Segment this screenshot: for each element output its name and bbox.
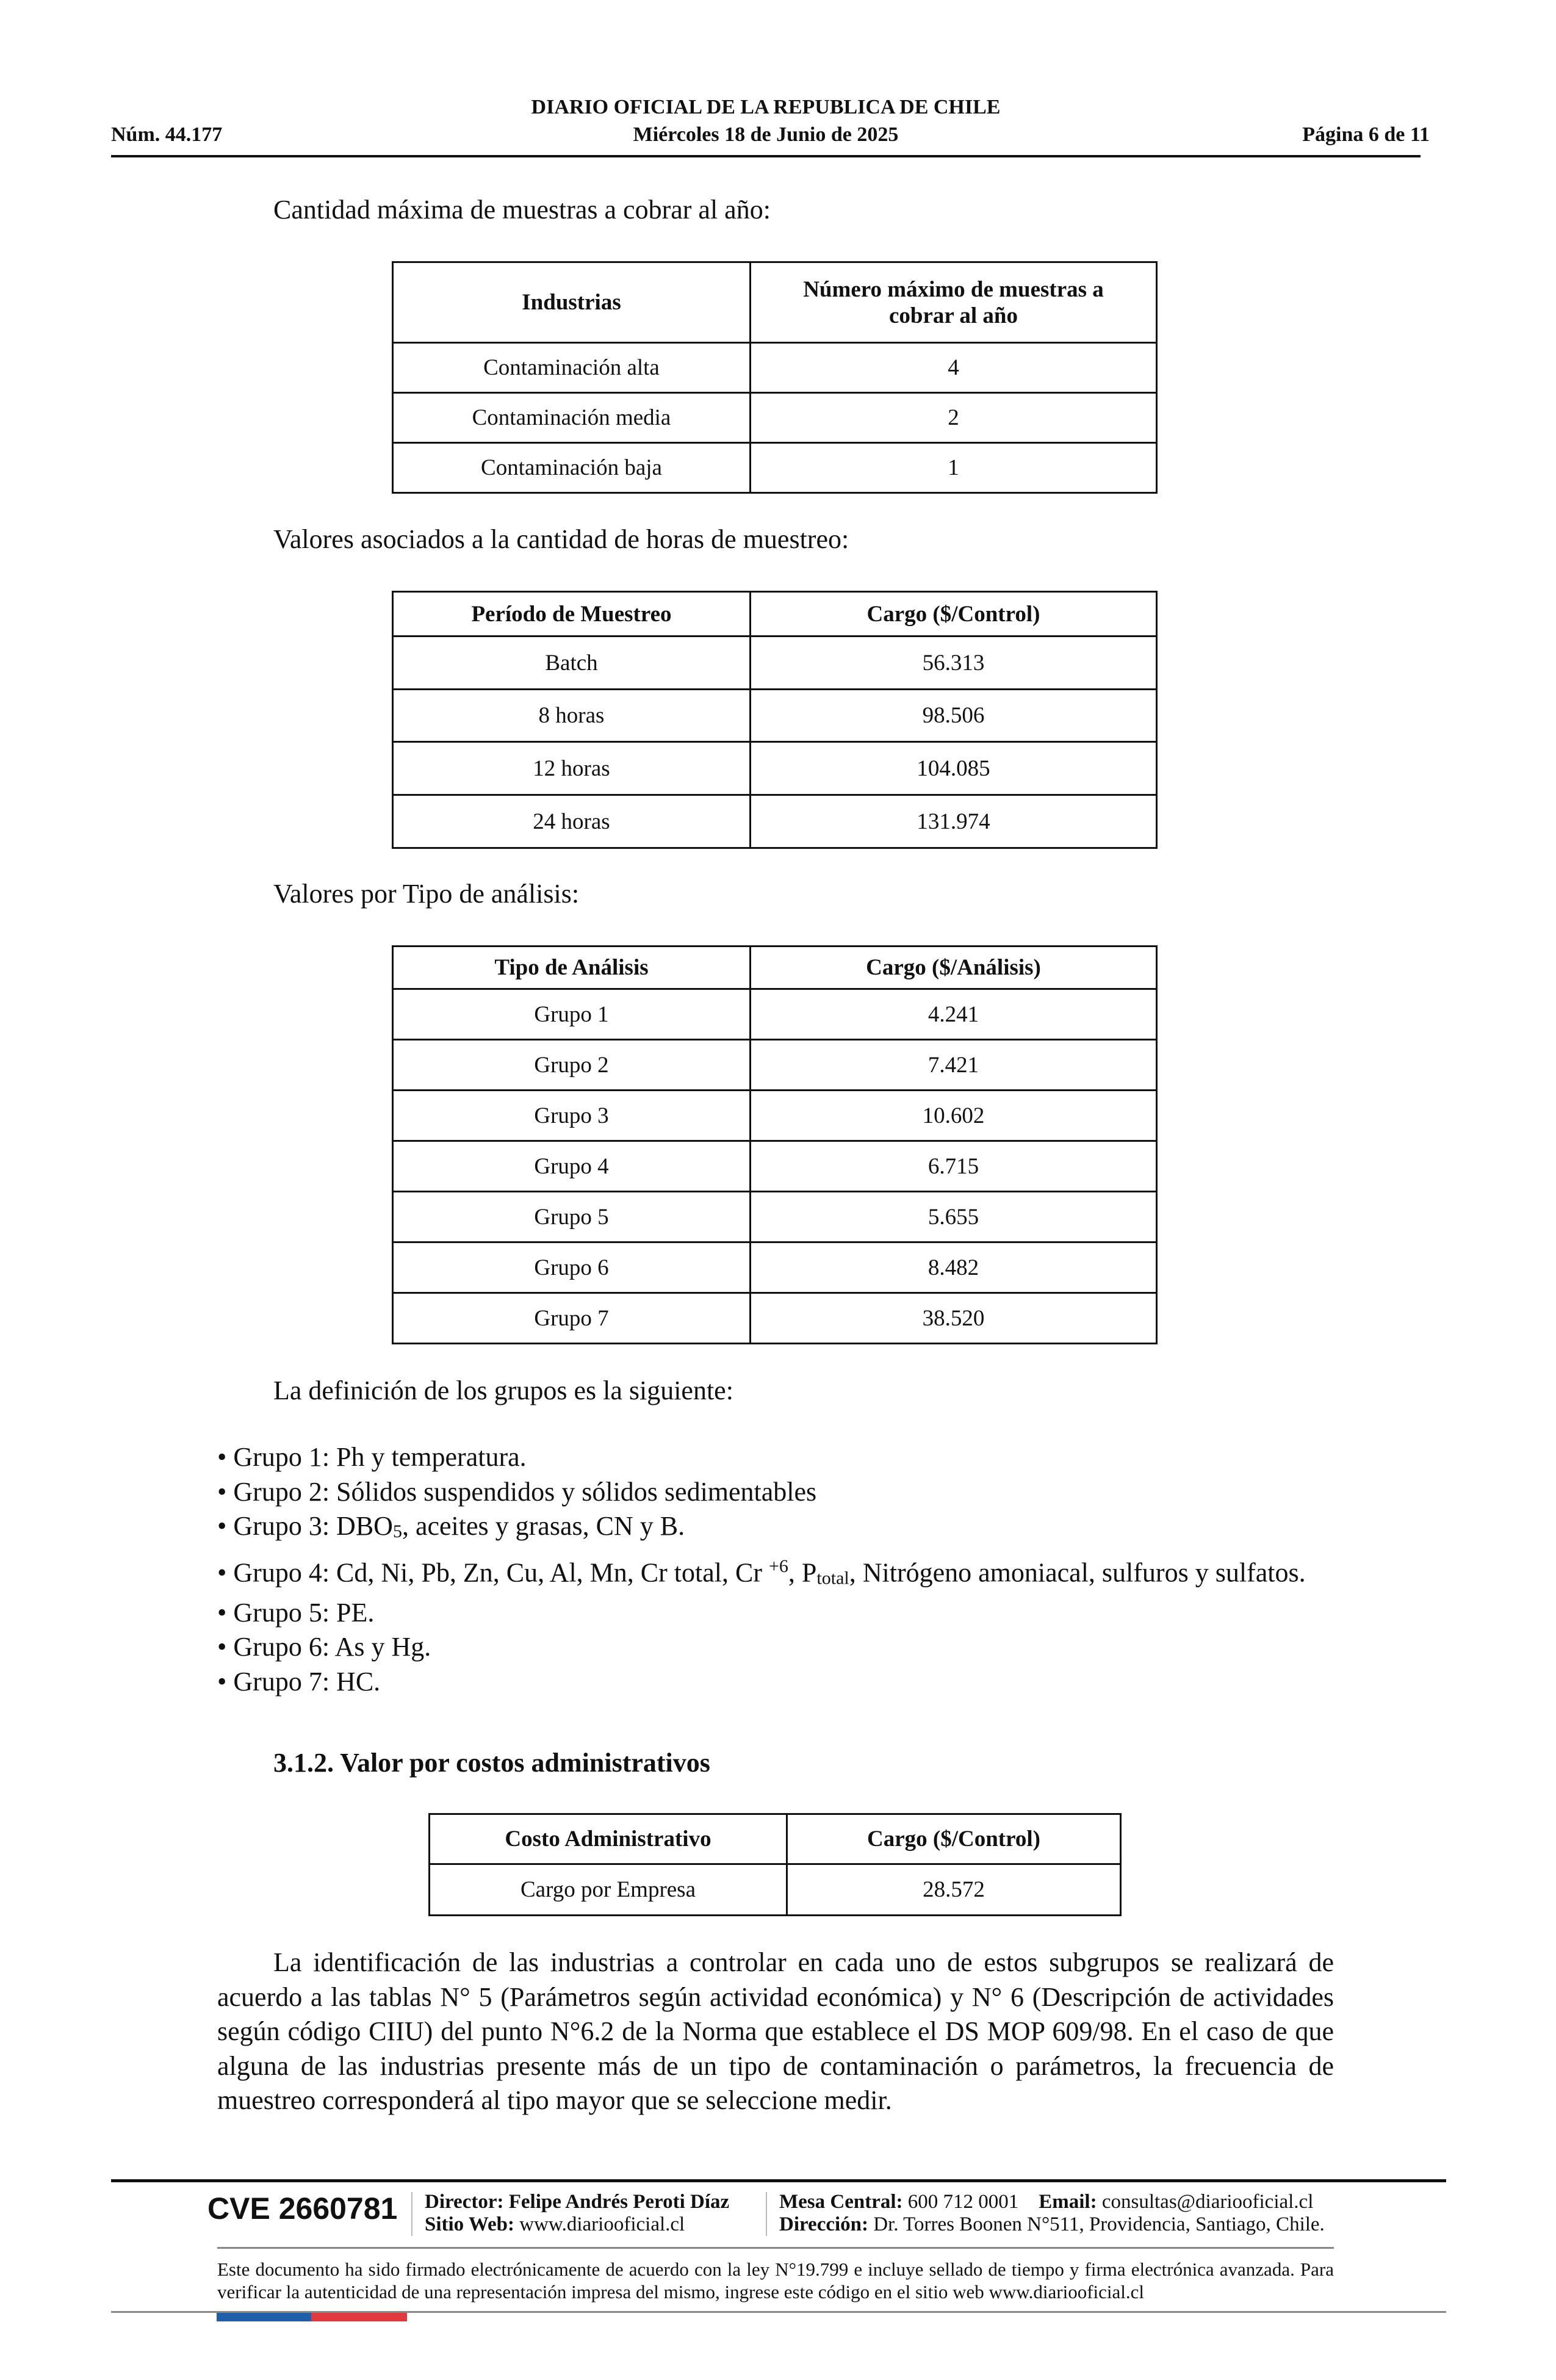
cell: 10.602	[751, 1091, 1157, 1141]
cell: 28.572	[787, 1864, 1121, 1916]
table-row	[393, 795, 1157, 848]
table-row	[393, 636, 1157, 690]
cell: Grupo 7	[393, 1293, 751, 1344]
label: Dirección:	[779, 2213, 869, 2235]
cell: 4.241	[751, 989, 1157, 1040]
disclaimer: Este documento ha sido firmado electrónicamente de acuerdo con la ley N°19.799 e incluye sellado de tiempo y firma electrónica avanzada. Para verificar la autenticidad de una representación impresa del mismo, ingrese este código en el sitio web www.diariooficial.cl	[217, 2259, 1334, 2302]
col-header: Cargo ($/Análisis)	[751, 947, 1157, 989]
label: Email:	[1039, 2191, 1097, 2213]
cell: 104.085	[751, 742, 1157, 795]
cell: 4	[751, 343, 1157, 393]
text: • Grupo 4: Cd, Ni, Pb, Zn, Cu, Al, Mn, Cr total, Cr	[217, 1557, 769, 1588]
header-rule	[111, 155, 1421, 157]
list-item: • Grupo 6: As y Hg.	[217, 1632, 431, 1662]
list-item	[217, 1549, 1334, 1596]
cell: Grupo 6	[393, 1242, 751, 1293]
superscript: +6	[769, 1556, 788, 1576]
issue-number: Núm. 44.177	[111, 123, 223, 146]
table-row	[393, 1192, 1157, 1242]
phone: 600 712 0001	[907, 2191, 1019, 2213]
cell: 24 horas	[393, 795, 751, 848]
cell: Contaminación media	[393, 393, 751, 443]
cell: 131.974	[751, 795, 1157, 848]
col-header: Tipo de Análisis	[393, 947, 751, 989]
cell: Grupo 5	[393, 1192, 751, 1242]
table-row	[393, 443, 1157, 493]
table-row	[393, 1091, 1157, 1141]
analysis-type-table	[392, 945, 1158, 1344]
director-name: Felipe Andrés Peroti Díaz	[508, 2191, 730, 2213]
cell: 7.421	[751, 1040, 1157, 1091]
sampling-hours-table	[392, 591, 1158, 849]
table-row	[393, 989, 1157, 1040]
text: , P	[788, 1557, 817, 1588]
col-header: Cargo ($/Control)	[751, 592, 1157, 636]
footer-rule	[111, 2179, 1446, 2182]
section2-intro: Valores asociados a la cantidad de horas de muestreo:	[273, 524, 849, 554]
list-item: • Grupo 5: PE.	[217, 1597, 375, 1628]
cell: 5.655	[751, 1192, 1157, 1242]
cell: Contaminación alta	[393, 343, 751, 393]
issue-date: Miércoles 18 de Junio de 2025	[633, 123, 899, 146]
col-header: Período de Muestreo	[393, 592, 751, 636]
cell: 8 horas	[393, 690, 751, 742]
table-row	[393, 1242, 1157, 1293]
table-row	[393, 1141, 1157, 1192]
table-row	[393, 343, 1157, 393]
table-row	[393, 1293, 1157, 1344]
contact-info	[779, 2191, 1325, 2236]
cell: 98.506	[751, 690, 1157, 742]
cell: Grupo 2	[393, 1040, 751, 1091]
table-row	[393, 1040, 1157, 1091]
flag-stripe-red	[311, 2313, 407, 2321]
admin-cost-table	[428, 1813, 1122, 1916]
newspaper-title: DIARIO OFICIAL DE LA REPUBLICA DE CHILE	[531, 96, 1001, 118]
cell: Grupo 3	[393, 1091, 751, 1141]
section1-intro: Cantidad máxima de muestras a cobrar al año:	[273, 195, 771, 225]
cell: 1	[751, 443, 1157, 493]
list-item: • Grupo 1: Ph y temperatura.	[217, 1442, 527, 1472]
divider	[411, 2192, 412, 2236]
label: Mesa Central:	[779, 2191, 903, 2213]
col-header: Industrias	[393, 262, 751, 343]
section3-intro: Valores por Tipo de análisis:	[273, 879, 580, 909]
text: , aceites y grasas, CN y B.	[402, 1511, 685, 1541]
list-item: • Grupo 2: Sólidos suspendidos y sólidos sedimentables	[217, 1476, 817, 1507]
email-link[interactable]: consultas@diariooficial.cl	[1101, 2191, 1314, 2213]
cell: Grupo 1	[393, 989, 751, 1040]
subscript: total	[816, 1568, 849, 1588]
page-number: Página 6 de 11	[1302, 123, 1430, 146]
text: , Nitrógeno amoniacal, sulfuros y sulfatos.	[849, 1557, 1306, 1588]
footer-divider	[217, 2247, 1334, 2249]
closing-paragraph: La identificación de las industrias a controlar en cada uno de estos subgrupos se realizará de acuerdo a las tablas N° 5 (Parámetros según actividad económica) y N° 6 (Descripción de actividades según código CIIU) del punto N°6.2 de la Norma que establece el DS MOP 609/98. En el caso de que alguna de las industrias presente más de un tipo de contaminación o parámetros, la frecuencia de muestreo corresponderá al tipo mayor que se seleccione medir.	[217, 1947, 1334, 2115]
cell: 38.520	[751, 1293, 1157, 1344]
address: Dr. Torres Boonen N°511, Providencia, Santiago, Chile.	[873, 2213, 1325, 2235]
label: Sitio Web:	[425, 2213, 515, 2235]
table-row	[393, 690, 1157, 742]
table-row	[393, 742, 1157, 795]
subscript: 5	[392, 1521, 402, 1542]
groups-intro: La definición de los grupos es la siguiente:	[273, 1376, 733, 1405]
website-link[interactable]: www.diariooficial.cl	[519, 2213, 685, 2235]
list-item	[217, 1509, 1334, 1549]
col-header: Costo Administrativo	[430, 1814, 787, 1864]
table-row	[430, 1864, 1121, 1916]
cell: 56.313	[751, 636, 1157, 690]
cell: 12 horas	[393, 742, 751, 795]
cell: Cargo por Empresa	[430, 1864, 787, 1916]
director-info	[425, 2191, 729, 2236]
samples-table	[392, 261, 1158, 494]
table-row	[393, 393, 1157, 443]
cell: Contaminación baja	[393, 443, 751, 493]
col-header: Cargo ($/Control)	[787, 1814, 1121, 1864]
flag-stripe-blue	[217, 2313, 311, 2321]
section-heading: 3.1.2. Valor por costos administrativos	[273, 1748, 710, 1778]
cell: 8.482	[751, 1242, 1157, 1293]
label: Director:	[425, 2191, 504, 2213]
list-item: • Grupo 7: HC.	[217, 1666, 381, 1697]
cell: Grupo 4	[393, 1141, 751, 1192]
cell: Batch	[393, 636, 751, 690]
text: • Grupo 3: DBO	[217, 1511, 393, 1541]
cell: 2	[751, 393, 1157, 443]
cve-code: CVE 2660781	[207, 2191, 398, 2226]
cell: 6.715	[751, 1141, 1157, 1192]
group-list	[217, 1440, 1334, 1699]
divider	[766, 2192, 767, 2236]
col-header: Número máximo de muestras a cobrar al año	[751, 262, 1157, 343]
